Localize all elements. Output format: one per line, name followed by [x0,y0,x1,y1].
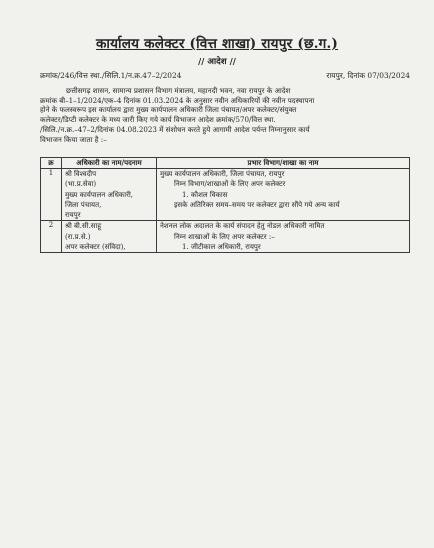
header-officer: अधिकारी का नाम/पदनाम [62,158,157,169]
officer-cell [62,169,157,221]
charge-subtitle: निम्न विभाग/शाखाओं के लिए अपर कलेक्टर [174,180,286,189]
officer-service: (भा.प्र.सेवा) [65,180,97,189]
officer-name: श्री विश्वदीप [65,170,97,178]
row-serial: 1 [41,169,62,221]
table-row [41,221,410,253]
body-line: /सिलि./न.क्र.–47–2/दिनांक 04.08.2023 में संशोधन करते हुये आगामी आदेश पर्यन्त निम्नानुसार कार्य [40,124,310,134]
order-number: क्रमांक/246/वित्त स्था./सिलि.1/न.क्र.47–2/2024 [40,71,182,80]
officer-designation: मुख्य कार्यपालन अधिकारी, [65,190,134,199]
body-line: कलेक्टर/डिप्टी कलेक्टर के मध्य जारी किए गये कार्य विभाजन आदेश क्रमांक/570/वित्त स्था. [40,115,276,125]
officer-name: श्री बी.सी.साहू [65,222,102,231]
charge-cell [157,169,410,221]
header-serial: क्र [41,158,62,169]
charge-title: नेशनल लोक अदालत के कार्य संपादन हेतु नोडल अधिकारी नामित [160,222,325,231]
charge-subtitle: निम्न शाखाओं के लिए अपर कलेक्टर :– [174,232,275,241]
officer-location: रायपुर [65,211,81,220]
reference-line [40,71,410,81]
work-division-table [40,157,410,253]
body-line: होने के फलस्वरूप इस कार्यालय द्वारा मुख्य कार्यपालन अधिकारी जिला पंचायत/अपर कलेक्टर/संयुक्त [40,105,297,115]
table-row [41,169,410,221]
body-line: क्रमांक बी–1–1/2024/एक–4 दिनांक 01.03.2024 के अनुसार नवीन अधिकारियों की नवीन पदस्थापना [40,95,315,105]
charge-title: मुख्य कार्यपालन अधिकारी, जिला पंचायत, रायपुर [160,170,285,178]
charge-list [160,190,406,200]
table-header-row [41,158,410,169]
body-line: छत्तीसगढ़ शासन, सामान्य प्रशासन विभाग मंत्रालय, महानदी भवन, नवा रायपुर के आदेश [66,86,291,95]
header-charge: प्रभार विभाग/शाखा का नाम [157,158,410,169]
additional-duties-note: इसके अतिरिक्त समय–समय पर कलेक्टर द्वारा सौंपे गये अन्य कार्य [174,200,340,209]
charge-cell [157,221,410,253]
charge-list [160,242,406,252]
body-line: विभाजन किया जाता है :– [40,134,107,144]
office-title: कार्यालय कलेक्टर (वित्त शाखा) रायपुर (छ.ग.) [95,36,339,52]
officer-cell [62,221,157,253]
row-serial: 2 [41,221,62,253]
order-heading: // आदेश // [198,57,236,67]
order-body [40,86,410,144]
list-item: 1. जीटीकाल अधिकारी, रायपुर [182,243,261,252]
officer-designation: जिला पंचायत, [65,200,102,209]
list-item: 1. कौशल विकास [182,190,228,199]
officer-service: (रा.प्र.से.) [65,232,91,241]
order-date: रायपुर, दिनांक 07/03/2024 [326,71,410,80]
officer-designation: अपर कलेक्टर (संविदा), [65,243,126,252]
